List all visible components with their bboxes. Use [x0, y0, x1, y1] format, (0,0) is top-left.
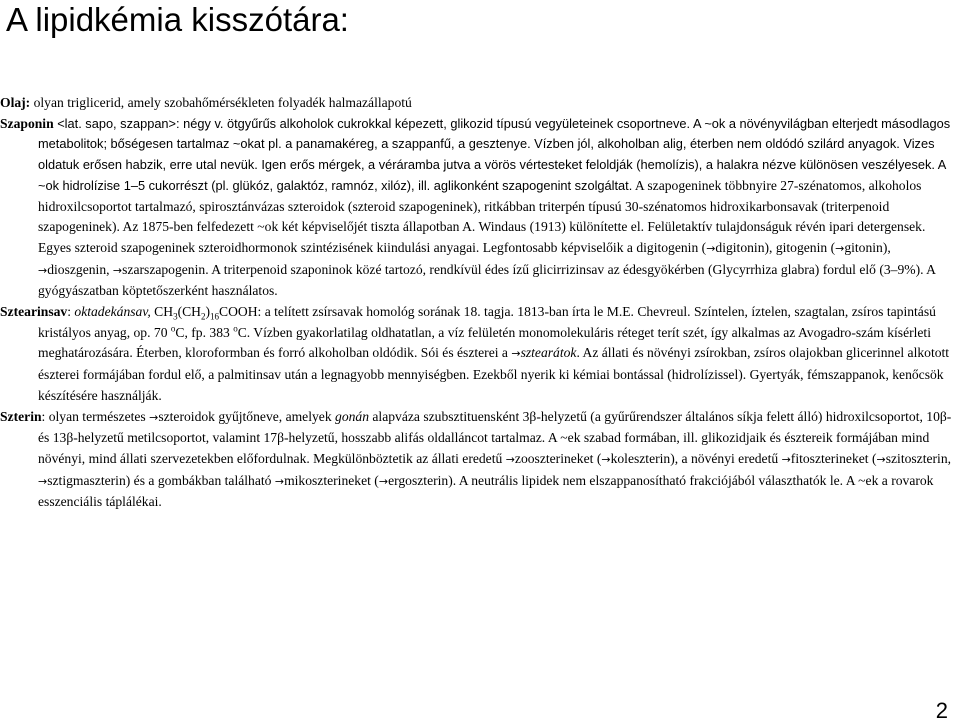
definition-text: COOH: a telített zsírsavak homológ sorának 18. tagja. 1813-ban írta le M.E. Chevreul. Színtelen, íztelen, szagtalan, zsíros tapintású kristályos anyag, op. 70 — [38, 304, 936, 340]
cross-reference: digitonin — [715, 239, 765, 255]
arrow-icon: → — [706, 241, 716, 255]
cross-reference: gitonin — [844, 239, 883, 255]
term-sztearinsav: Sztearinsav — [0, 304, 68, 320]
definition-text: , — [106, 261, 113, 277]
definition-text: ), a növényi eredetű — [670, 450, 782, 466]
arrow-icon: → — [38, 263, 48, 277]
arrow-icon: → — [505, 452, 515, 466]
definition-text: gyűjtőneve, amelyek — [214, 408, 336, 424]
definition-text: C. Vízben gyakorlatilag oldhatatlan, a víz felületén monomolekuláris réteget terít szét, így alkalmas az Avogadro-szám kísérleti meghatározására. Éterben, kloroformban és forró alkoholban oldódik. Sói és észterei a — [38, 324, 931, 361]
arrow-icon: → — [835, 241, 845, 255]
page-number: 2 — [935, 698, 948, 723]
arrow-icon: → — [112, 263, 123, 277]
definition-text: : olyan természetes — [41, 408, 150, 424]
arrow-icon: → — [378, 474, 389, 488]
formula-text: ) — [205, 304, 211, 320]
cross-reference: szteroidok — [158, 408, 215, 424]
definition-text: ), gitogenin ( — [764, 239, 836, 255]
formula-text: (CH — [177, 304, 201, 320]
arrow-icon: → — [149, 410, 159, 424]
page-title: A lipidkémia kisszótára: — [6, 1, 349, 38]
definition-text: C, fp. 383 — [175, 324, 234, 340]
cross-reference: zooszterineket — [514, 450, 594, 466]
arrow-icon: → — [38, 474, 48, 488]
definition-olaj: olyan triglicerid, amely szobahőmérsékleten folyadék halmazállapotú — [30, 95, 412, 110]
arrow-icon: → — [601, 452, 611, 466]
definition-text: alapváza szubsztituensként 3β-helyzetű (a gyűrűrendszer általános síkja felett álló) hidroxilcsoportot, 10β- és 13β-helyzetű metilcsoportot, valamint 17β-helyzetű, hosszabb alifás oldalláncot tartalmaz. A ~ek szabad formában, ill. glikozidjaik és észtereik formájában mind növényi, mind állati szervezetekben előfordulnak. Megkülönböztetik az állati eredetű — [38, 408, 952, 466]
cross-reference: sztearátok — [520, 345, 577, 361]
definition-text: , — [947, 450, 952, 466]
arrow-icon: → — [781, 452, 791, 466]
term-szterin: Szterin — [0, 408, 42, 424]
cross-reference: dioszgenin — [47, 261, 107, 277]
definition-text: ( — [868, 450, 877, 466]
degree-superscript: o — [233, 323, 238, 334]
formula-subscript: 2 — [201, 311, 206, 322]
arrow-icon: → — [274, 474, 285, 488]
definition-text: . A triterpenoid szaponinok közé tartozó, rendkívül édes ízű glicirrizinsav az édesgyökérben (Glycyrrhiza glabra) fordul elő (3–9%). A gyógyászatban köptetőszerként használatos. — [38, 261, 936, 299]
cross-reference: sztigmaszterin — [47, 472, 126, 488]
formula-subscript: 3 — [173, 311, 178, 322]
definition-text: ) és a gombákban található — [125, 472, 275, 488]
definition-text: ). A neutrális lipidek nem elszappanosítható frakciójából választhatók le. A ~ek a rovarok esszenciális táplálékai. — [38, 472, 934, 510]
degree-superscript: o — [170, 323, 176, 334]
term-olaj: Olaj: — [0, 95, 31, 110]
cross-reference: gonán — [335, 408, 369, 424]
definition-text: ), — [882, 239, 891, 255]
entry-szaponin — [0, 114, 958, 302]
entry-olaj — [0, 93, 958, 114]
entry-szterin — [0, 407, 958, 514]
glossary-body — [0, 93, 958, 513]
formula-subscript: 16 — [210, 311, 220, 322]
cross-reference: szarszapogenin — [122, 261, 206, 277]
cross-reference: koleszterin — [610, 450, 671, 466]
definition-text: A ~ok a növényvilágban elterjedt másodlagos metabolitok; bőségesen tartalmaz ~okat pl. a panamakéreg, a szappanfű, a gesztenye. Vízben jól, alkoholban alig, éterben nem oldódó szilárd anyagok. Vizes oldatuk erősen habzik, erre utal nevük. Igen erős mérgek, a véráramba jutva a vörös vértesteket feloldják (hemolízis), a halakra nézve különösen veszélyesek. A ~ok hidrolízise 1–5 cukorrészt (pl. glükóz, galaktóz, ramnóz, xilóz), ill. aglikonként szapogenint szolgáltat. — [38, 115, 951, 193]
entry-sztearinsav — [0, 302, 958, 407]
cross-reference: mikoszterineket — [284, 472, 371, 488]
definition-text: A szapogeninek többnyire 27-szénatomos, alkoholos hidroxilcsoportot tartalmazó, spirosztánvázas szteroidok (szteroid szapogeninek), ritkábban triterpén típusú 30-szénatomos hidroxikarbonsavak (triterpenoid szapogeninek). Az 1875-ben felfedezett ~ok két képviselőjét tiszta állapotban A. Windaus (1913) különítette el. Felületaktív tulajdonságuk révén ipari detergensek. Egyes szteroid szapogeninek szteroidhormonok szintézisének kiindulási anyagai. Legfontosabb képviselőik a digitogenin ( — [38, 177, 926, 255]
definition-text: . Az állati és növényi zsírokban, zsíros olajokban glicerinnel alkotott észterei formájában fordul elő, a palmitinsav után a legnagyobb mennyiségben. Ezekből nyerik ki kémiai bontással (hidrolízissel). Gyertyák, fémszappanok, kenőcsök készítésére használják. — [38, 345, 950, 403]
definition-text: : — [67, 304, 75, 320]
term-szaponin: Szaponin — [0, 115, 54, 131]
arrow-icon: → — [511, 347, 521, 361]
definition-text: <lat. sapo, szappan>: négy v. ötgyűrűs alkoholok cukrokkal képezett, glikozid típusú vegyületeinek csoportneve. — [53, 115, 693, 131]
cross-reference: szitoszterin — [885, 450, 948, 466]
definition-text: ( — [370, 472, 379, 488]
systematic-name: oktadekánsav, — [74, 304, 151, 320]
arrow-icon: → — [876, 452, 886, 466]
cross-reference: ergoszterin — [388, 472, 449, 488]
formula-text: CH — [150, 304, 174, 320]
definition-text: ( — [593, 450, 602, 466]
cross-reference: fitoszterineket — [790, 450, 869, 466]
